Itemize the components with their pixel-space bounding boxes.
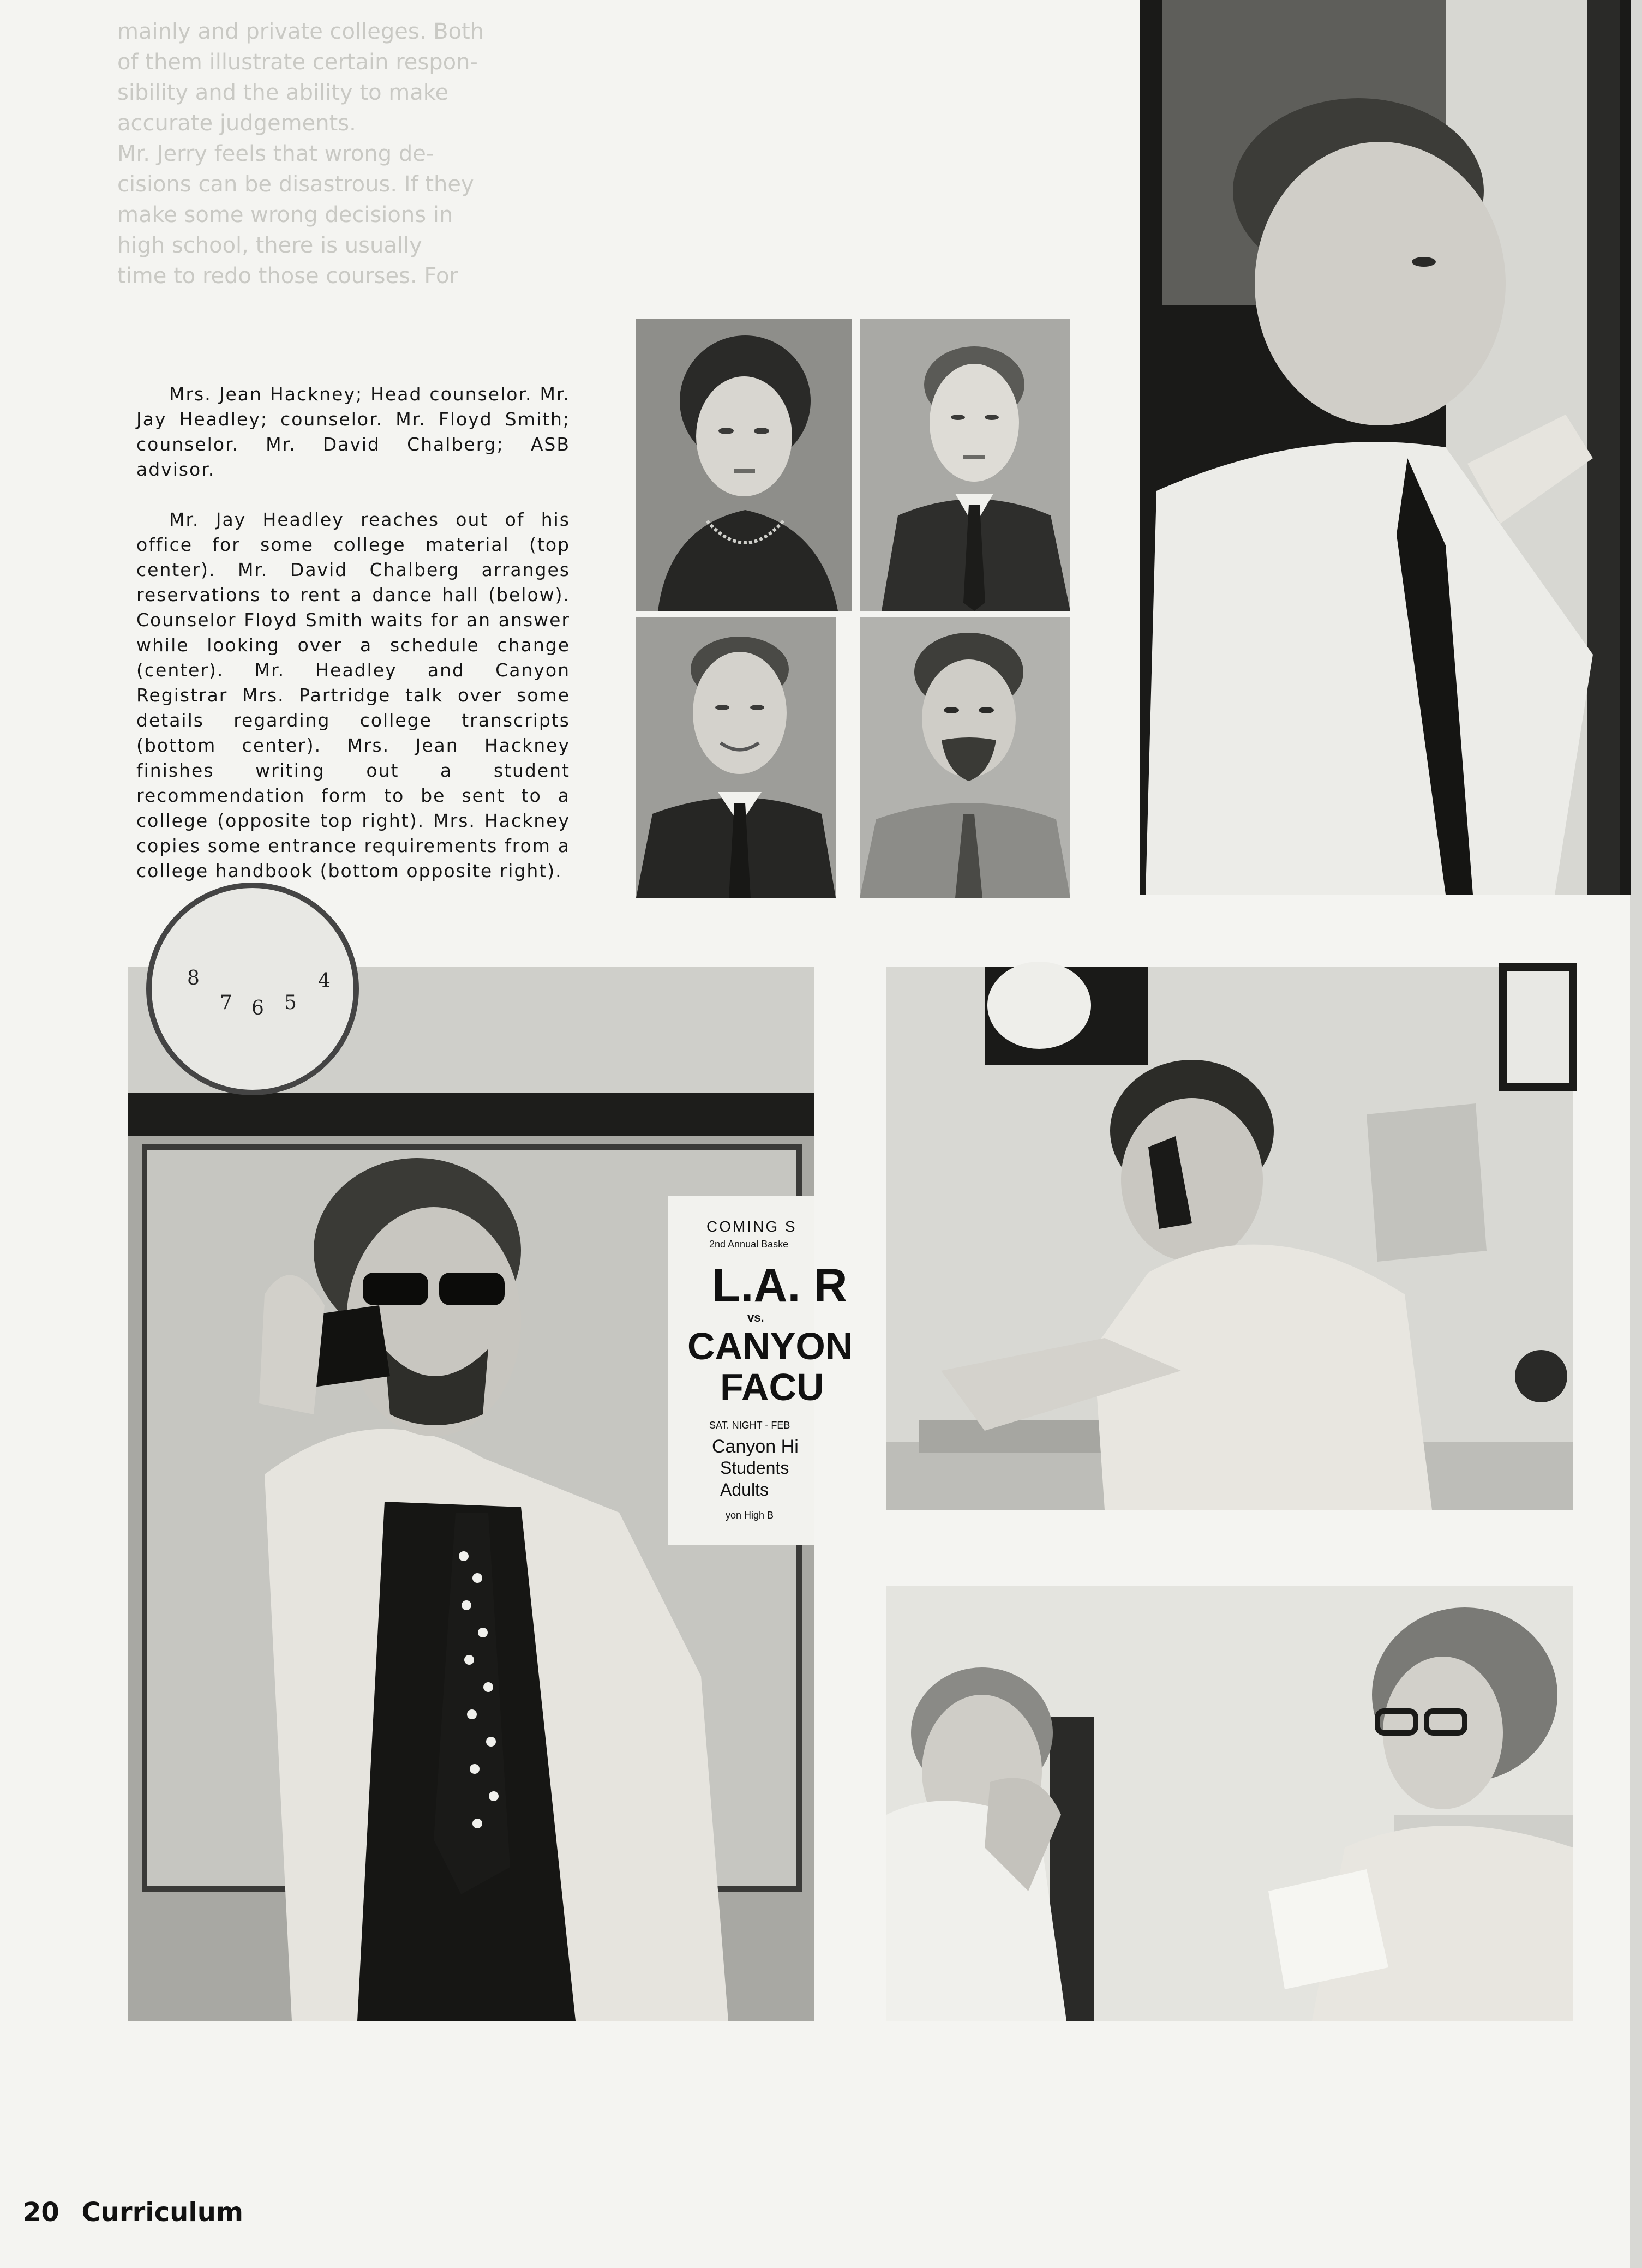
photo-headley-partridge xyxy=(886,1586,1573,2021)
bleed-line: sibility and the ability to make xyxy=(117,80,449,105)
basketball-poster xyxy=(676,1202,853,1545)
bleed-through-text xyxy=(117,16,554,300)
portrait-caption: Mrs. Jean Hackney; Head counselor. Mr. Jay Headley; counselor. Mr. Floyd Smith; counselor. Mr. David Chalberg; ASB advisor. xyxy=(136,383,570,480)
bleed-line: high school, there is usually xyxy=(117,233,422,258)
clock-numeral: 5 xyxy=(284,992,297,1014)
photo-caption: Mr. Jay Headley reaches out of his office for some college material (top center). Mr. David Chalberg arranges reservations to rent a dance hall (below). Counselor Floyd Smith waits for an answer while looking over a schedule change (center). Mr. Headley and Canyon Registrar Mrs. Partridge talk over some details regarding college transcripts (bottom center). Mrs. Jean Hackney finishes writing out a student recommendation form to be sent to a college (opposite top right). Mrs. Hackney copies some entrance requirements from a college handbook (bottom opposite right). xyxy=(136,509,570,881)
clock-numeral: 8 xyxy=(187,967,200,989)
bleed-line: mainly and private colleges. Both xyxy=(117,19,484,44)
poster-line: SAT. NIGHT - FEB xyxy=(709,1420,790,1431)
poster-line: 2nd Annual Baske xyxy=(709,1239,789,1250)
portrait-smith xyxy=(636,617,836,898)
clock-numeral: 4 xyxy=(318,970,331,992)
poster-line: Canyon Hi xyxy=(712,1436,799,1457)
bleed-line: time to redo those courses. For xyxy=(117,263,458,289)
poster-line: COMING S xyxy=(706,1218,797,1235)
poster-line: Students xyxy=(720,1458,789,1478)
portrait-hackney xyxy=(636,319,852,611)
poster-line: vs. xyxy=(747,1311,764,1324)
poster-line: Adults xyxy=(720,1480,769,1499)
poster-line: yon High B xyxy=(726,1510,774,1521)
section-title: Curriculum xyxy=(81,2197,243,2228)
poster-line: FACU xyxy=(720,1366,824,1408)
photo-headley-reaching xyxy=(1140,0,1631,895)
portrait-chalberg xyxy=(860,617,1070,898)
bleed-line: accurate judgements. xyxy=(117,111,356,136)
clock-numeral: 6 xyxy=(251,997,264,1019)
bleed-line: of them illustrate certain respon- xyxy=(117,50,478,75)
bleed-line: Mr. Jerry feels that wrong de- xyxy=(117,141,434,166)
portrait-headley xyxy=(860,319,1070,611)
page-footer xyxy=(23,2197,243,2228)
poster-line: L.A. R xyxy=(712,1259,848,1312)
clock xyxy=(160,967,356,1033)
page-edge xyxy=(1630,0,1642,2268)
photo-smith-phone xyxy=(886,967,1573,1510)
bleed-line: cisions can be disastrous. If they xyxy=(117,172,474,197)
caption-block xyxy=(136,382,570,909)
bleed-line: make some wrong decisions in xyxy=(117,202,453,227)
page-number: 20 xyxy=(23,2197,59,2228)
photo-chalberg-phone xyxy=(128,967,853,2021)
poster-line: CANYON xyxy=(687,1325,853,1367)
clock-numeral: 7 xyxy=(220,992,232,1014)
